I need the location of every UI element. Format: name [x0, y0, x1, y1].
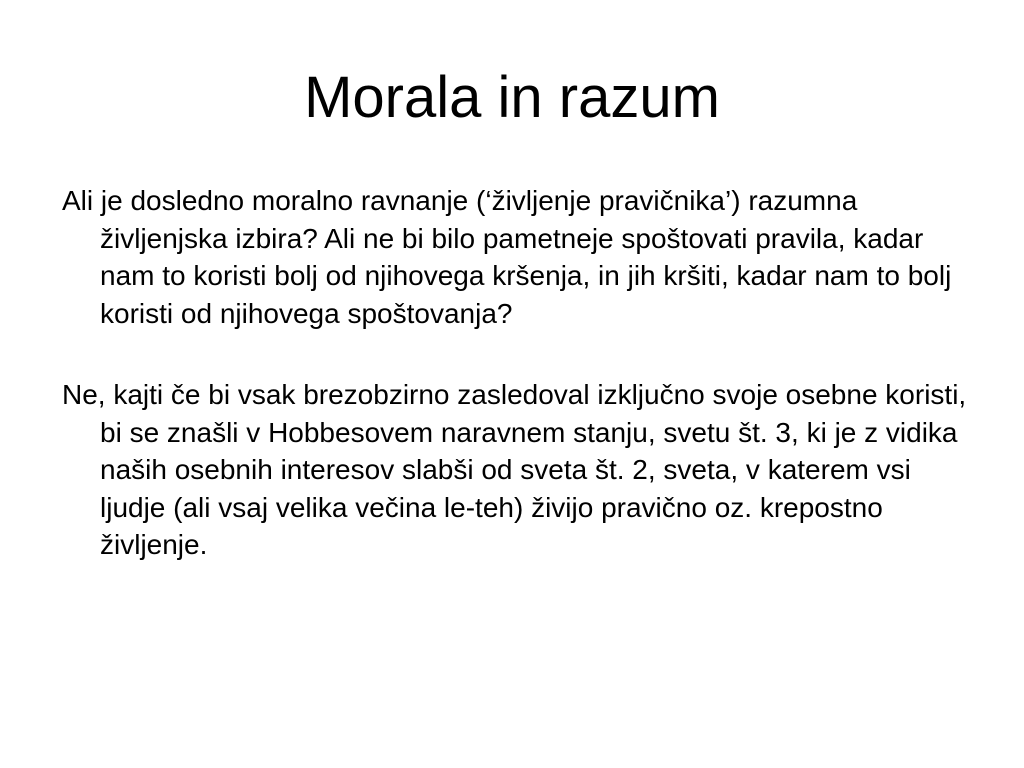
- slide-body: [62, 182, 972, 608]
- body-paragraph-2: Ne, kajti če bi vsak brezobzirno zasledoval izključno svoje osebne koristi, bi se znašli v Hobbesovem naravnem stanju, svetu št. 3, ki je z vidika naših osebnih interesov slabši od sveta št. 2, sveta, v katerem vsi ljudje (ali vsaj velika večina le-teh) živijo pravično oz. krepostno življenje.: [62, 379, 967, 560]
- slide-title: Morala in razum: [304, 65, 720, 130]
- body-paragraph-1: Ali je dosledno moralno ravnanje (‘življenje pravičnika’) razumna življenjska izbira? Ali ne bi bilo pametneje spoštovati pravila, kadar nam to koristi bolj od njihovega kršenja, in jih kršiti, kadar nam to bolj koristi od njihovega spoštovanja?: [62, 185, 952, 329]
